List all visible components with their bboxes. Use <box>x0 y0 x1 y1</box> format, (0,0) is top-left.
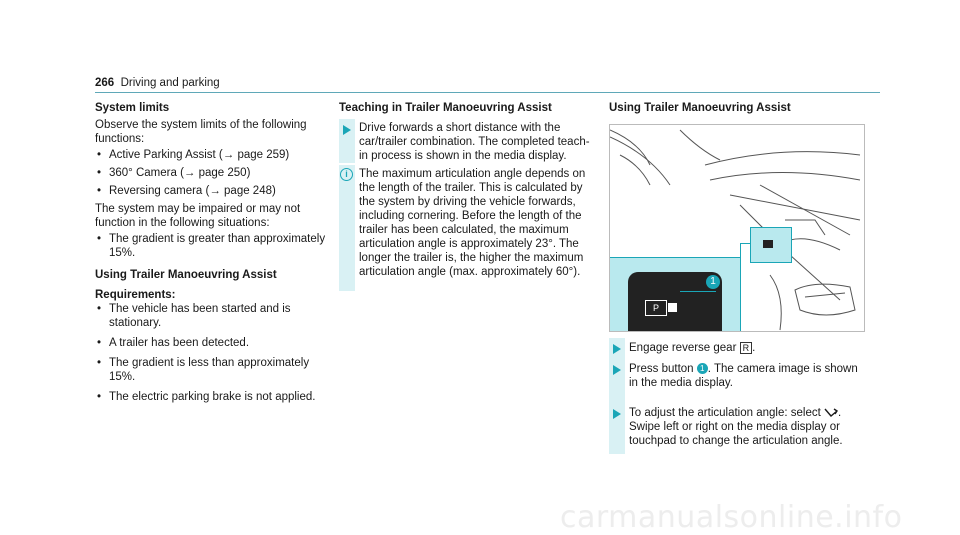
step-arrow-icon <box>613 365 621 375</box>
watermark: carmanualsonline.info <box>560 500 903 535</box>
reverse-gear-symbol: R <box>740 342 753 354</box>
page-number: 266 <box>95 77 115 89</box>
adjust-angle-label: To adjust the articulation angle: select <box>629 407 824 419</box>
header-rule <box>95 92 880 93</box>
running-header <box>95 76 220 90</box>
teach-step-text: Drive forwards a short distance with the car/trailer combination. The completed teach-in process is shown in the media display. <box>359 122 590 162</box>
section-title: Driving and parking <box>120 77 220 89</box>
system-limits-heading: System limits <box>95 102 170 114</box>
situations-list <box>95 232 330 260</box>
requirements-list <box>95 302 330 404</box>
step-arrow-icon <box>613 344 621 354</box>
step-arrow-icon <box>343 125 351 135</box>
impaired-text: The system may be impaired or may not function in the following situations: <box>95 203 301 229</box>
limits-list <box>95 148 330 198</box>
list-item: • A trailer has been detected. <box>95 336 330 350</box>
button-callout-1: 1 <box>697 363 708 374</box>
parking-camera-icon: P <box>645 300 667 316</box>
observe-text: Observe the system limits of the following functions: <box>95 119 307 145</box>
connector-line <box>740 243 750 244</box>
figure-callout-1: 1 <box>706 275 720 289</box>
step-arrow-icon <box>613 409 621 419</box>
press-button-label: Press button <box>629 363 697 375</box>
press-button-step-text <box>629 362 869 390</box>
list-item: • Active Parking Assist (→ page 259) <box>95 148 330 162</box>
column-2 <box>339 101 594 291</box>
button-location-mark <box>763 240 773 248</box>
console-figure <box>609 124 865 332</box>
articulation-angle-icon <box>824 408 838 418</box>
column-1 <box>95 101 330 404</box>
press-button-rest: . The camera image is shown in the media display. <box>629 363 858 389</box>
reverse-step-end: . <box>752 342 756 354</box>
step-bar <box>339 165 355 291</box>
connector-line <box>740 243 741 331</box>
callout-line <box>680 291 716 292</box>
list-item: • The electric parking brake is not applied. <box>95 390 330 404</box>
info-icon: i <box>340 168 353 181</box>
info-text: The maximum articulation angle depends on the length of the trailer. This is calculated by the system by driving the vehicle forwards, including cornering. Before the length of the trailer has been calculated, the maximum articulation angle is approximately 23°. The longer the trailer is, the higher the maximum articulation angle (max. approximately 60°). <box>359 168 586 278</box>
using-heading: Using Trailer Manoeuvring Assist <box>95 269 277 281</box>
requirements-label: Requirements: <box>95 289 176 301</box>
adjust-angle-step-text <box>629 406 869 448</box>
camera-body-icon <box>668 303 677 312</box>
teaching-heading: Teaching in Trailer Manoeuvring Assist <box>339 102 552 114</box>
reverse-step-text <box>629 341 869 355</box>
list-item: • Reversing camera (→ page 248) <box>95 184 330 198</box>
adjust-angle-rest: . Swipe left or right on the media display or touchpad to change the articulation angle. <box>629 407 843 447</box>
list-item: • 360° Camera (→ page 250) <box>95 166 330 180</box>
reverse-step-label: Engage reverse gear <box>629 342 740 354</box>
list-item: • The vehicle has been started and is stationary. <box>95 302 330 330</box>
using-heading-right: Using Trailer Manoeuvring Assist <box>609 102 791 114</box>
list-item: • The gradient is greater than approximately 15%. <box>95 232 330 260</box>
list-item: • The gradient is less than approximately 15%. <box>95 356 330 384</box>
steps-bar <box>609 338 625 454</box>
